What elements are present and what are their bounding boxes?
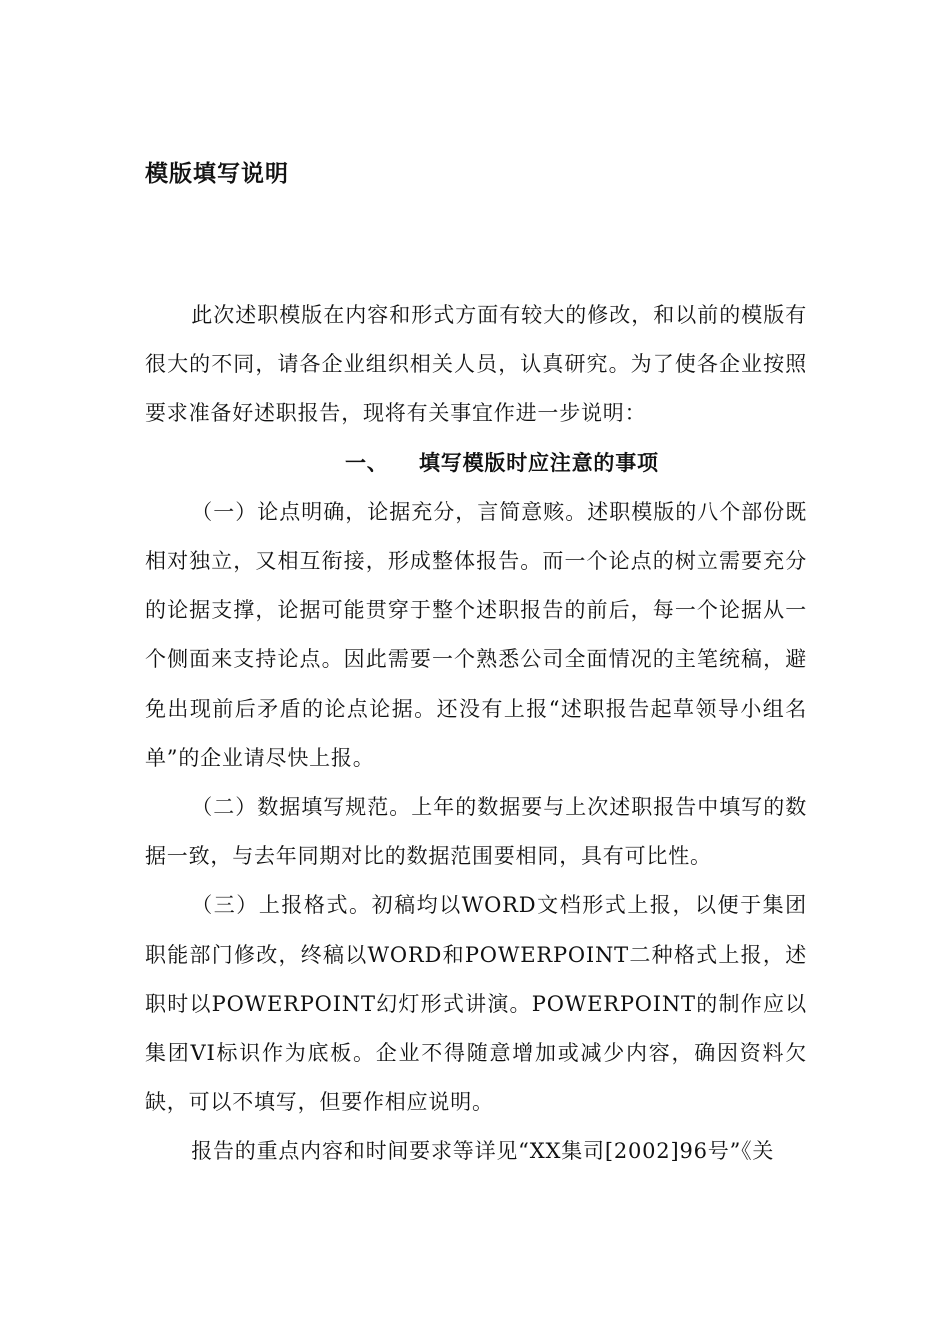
item-paragraph-1: （一）论点明确，论据充分，言简意赅。述职模版的八个部份既相对独立，又相互衔接，形成整体报告。而一个论点的树立需要充分的论据支撑，论据可能贯穿于整个述职报告的前后，每一个论据从一个侧面来支持论点。因此需要一个熟悉公司全面情况的主笔统稿，避免出现前后矛盾的论点论据。还没有上报“述职报告起草领导小组名单”的企业请尽快上报。 — [145, 499, 807, 770]
document-title: 模版填写说明 — [145, 161, 289, 187]
section-title: 填写模版时应注意的事项 — [419, 450, 659, 475]
document-body — [145, 291, 807, 1177]
item-paragraph-2: （二）数据填写规范。上年的数据要与上次述职报告中填写的数据一致，与去年同期对比的数据范围要相同，具有可比性。 — [145, 795, 807, 869]
section-heading — [145, 439, 807, 488]
section-number: 一、 — [345, 450, 389, 475]
closing-paragraph: 报告的重点内容和时间要求等详见“XX集司[2002]96号”《关 — [191, 1139, 775, 1164]
intro-paragraph: 此次述职模版在内容和形式方面有较大的修改，和以前的模版有很大的不同，请各企业组织相关人员，认真研究。为了使各企业按照要求准备好述职报告，现将有关事宜作进一步说明： — [145, 303, 807, 426]
item-paragraph-3: （三）上报格式。初稿均以WORD文档形式上报，以便于集团职能部门修改，终稿以WORD和POWERPOINT二种格式上报，述职时以POWERPOINT幻灯形式讲演。POWERPOINT的制作应以集团VI标识作为底板。企业不得随意增加或减少内容，确因资料欠缺，可以不填写，但要作相应说明。 — [145, 893, 807, 1115]
